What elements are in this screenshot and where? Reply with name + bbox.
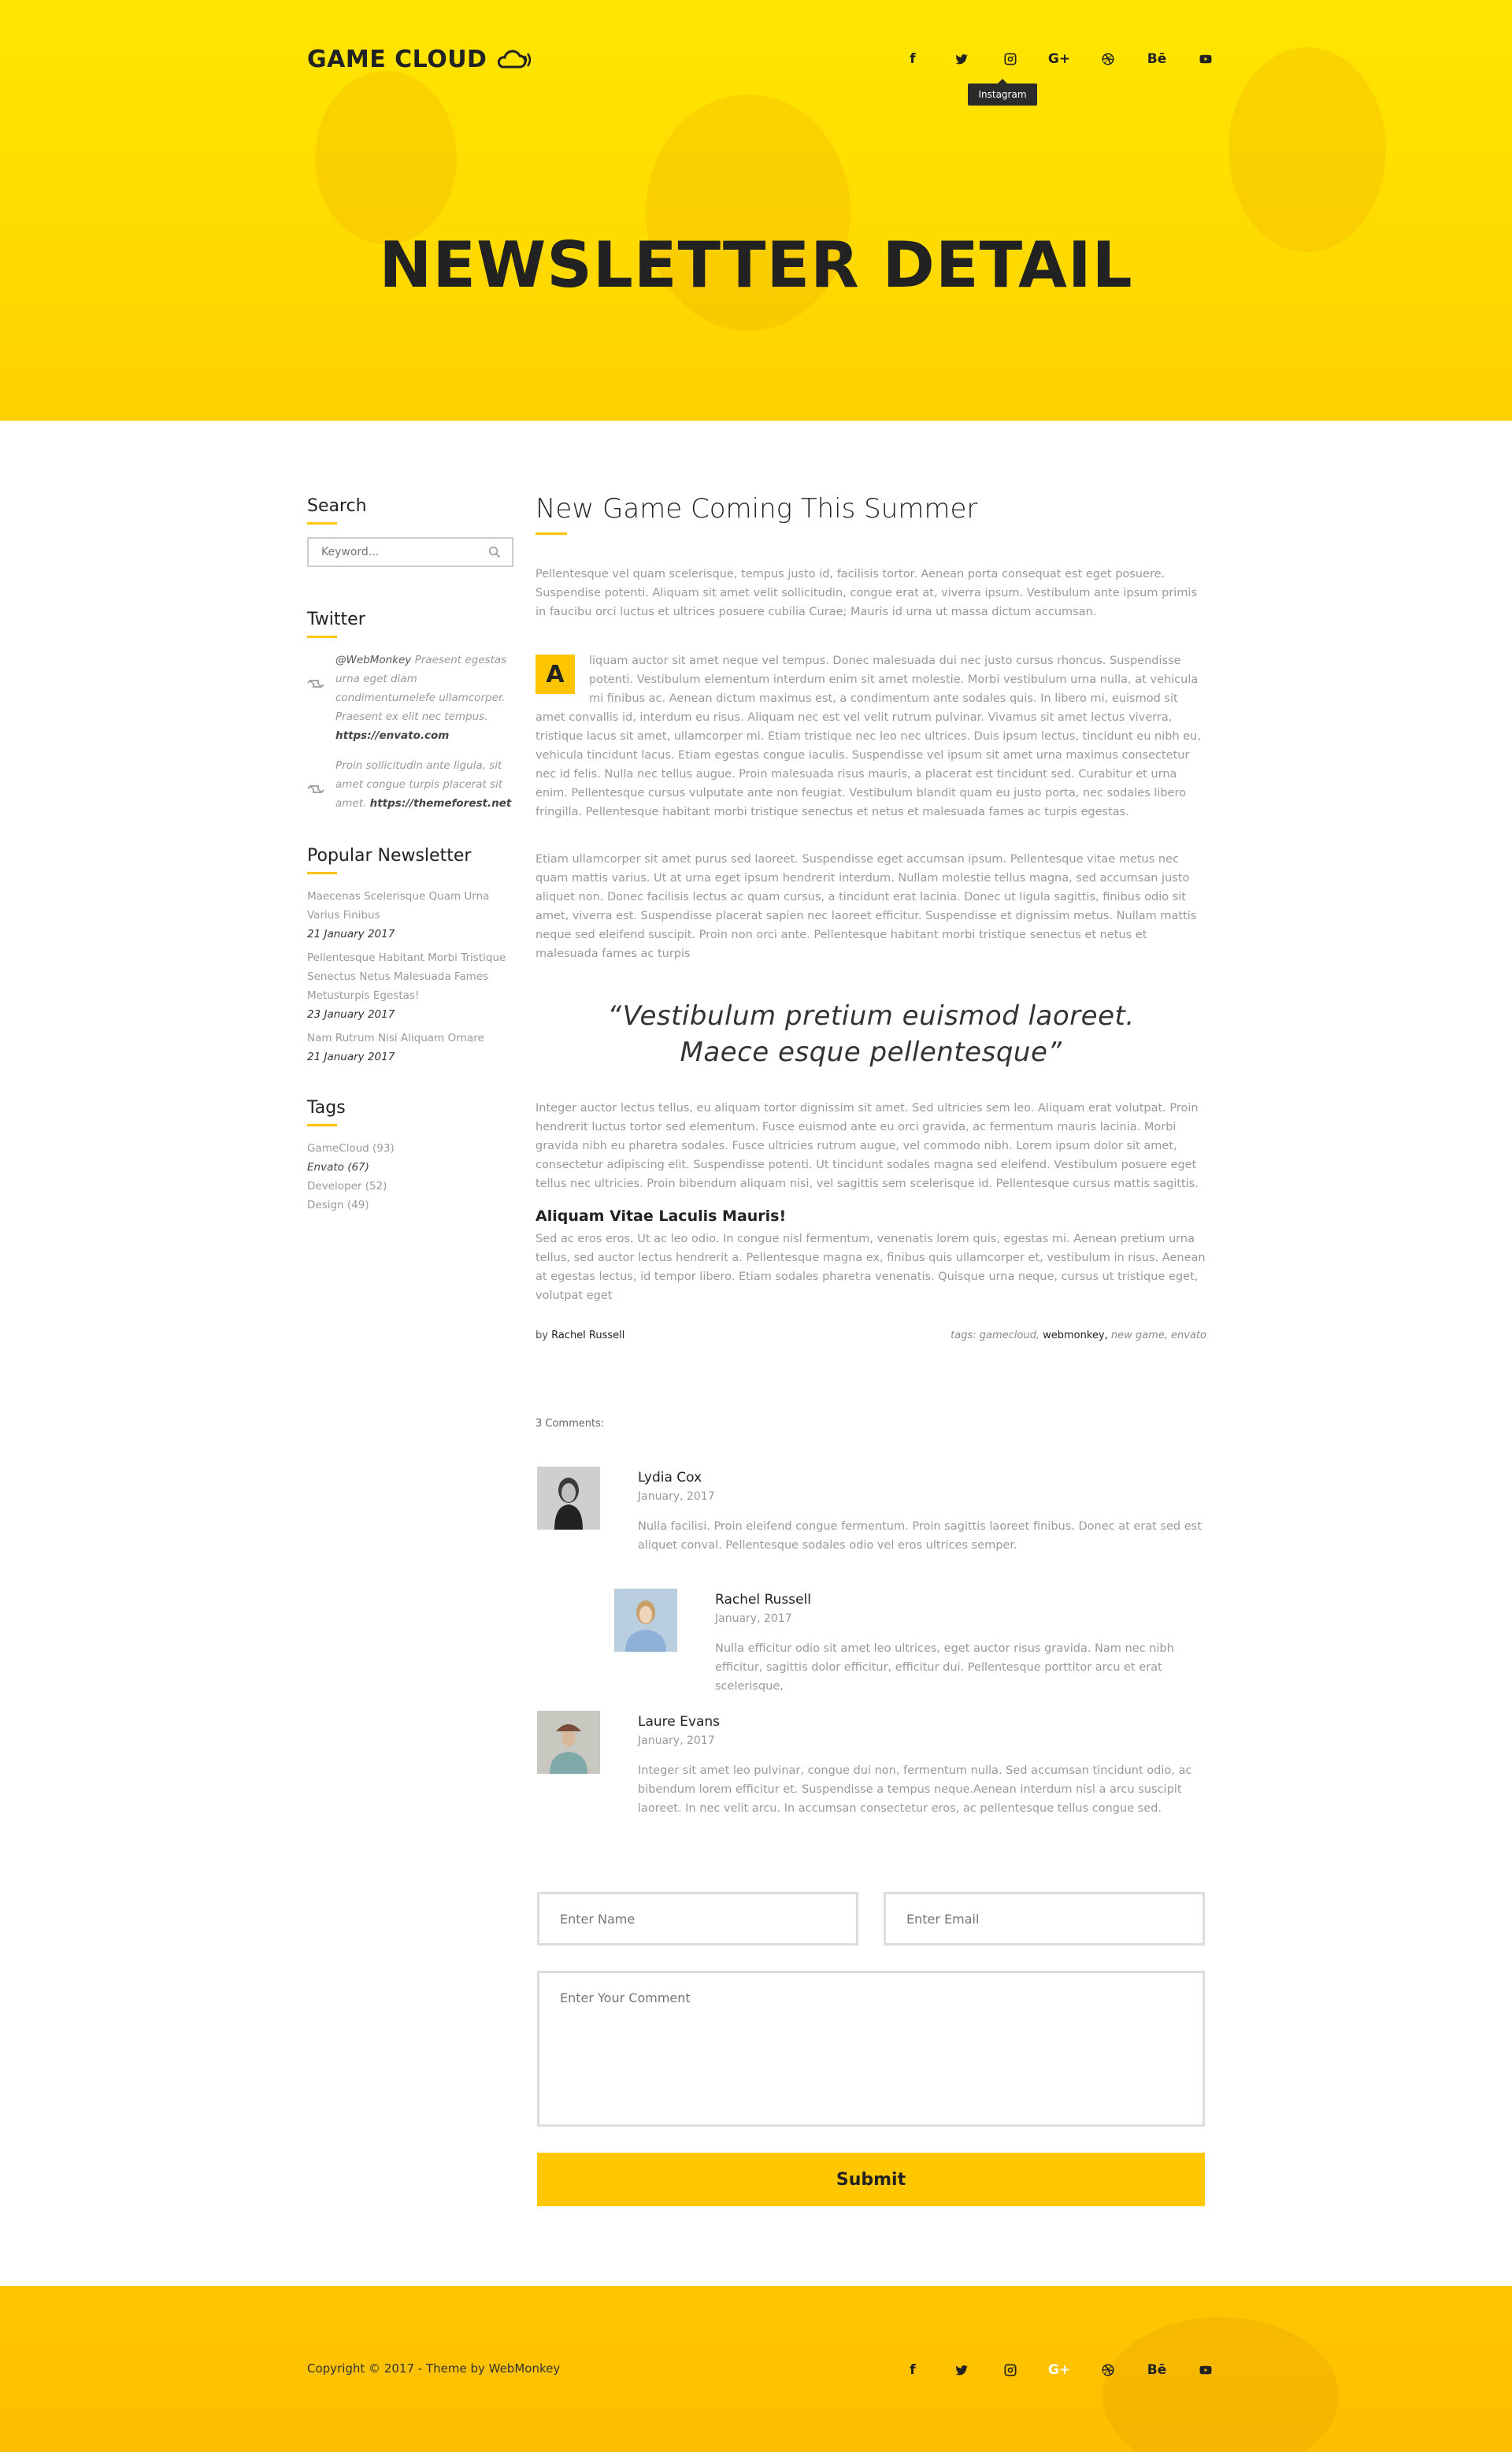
hero-figure-shape <box>315 71 457 244</box>
heading-underline <box>307 636 337 638</box>
behance-icon[interactable]: Bē <box>1147 51 1167 67</box>
tweet-text: Proin sollicitudin ante ligula, sit amet congue turpis placerat sit amet. https://themeforest.net <box>335 759 512 810</box>
popular-item-link[interactable]: Nam Rutrum Nisi Aliquam Ornare <box>307 1032 484 1044</box>
comment-field[interactable] <box>537 1971 1205 2127</box>
dropcap: A <box>536 655 575 694</box>
tag-link[interactable]: Design (49) <box>307 1199 369 1211</box>
header-social-links <box>888 47 1230 71</box>
comment-reply <box>614 1589 1206 1696</box>
tag-link[interactable]: Envato (67) <box>307 1161 369 1174</box>
article-subheading: Aliquam Vitae Laculis Mauris! <box>536 1207 787 1225</box>
youtube-icon[interactable] <box>1181 2358 1230 2382</box>
comment <box>537 1467 1206 1555</box>
logo-text: GAME CLOUD <box>307 46 487 73</box>
search-input[interactable] <box>309 539 474 566</box>
comment-author: Rachel Russell <box>715 1592 812 1608</box>
footer-decor-shape <box>1102 2317 1339 2452</box>
site-logo[interactable] <box>307 46 531 73</box>
behance-icon[interactable]: Bē <box>1147 2362 1167 2378</box>
retweet-icon <box>307 756 335 813</box>
twitter-heading: Twitter <box>307 610 365 629</box>
tweet-item <box>307 756 513 813</box>
tweet-text: @WebMonkey Praesent egestas urna eget diam condimentumelefe ullamcorper. Praesent ex elit nec tempus. https://envato.com <box>335 654 507 742</box>
dropcap-paragraph <box>536 651 1206 822</box>
article-title: New Game Coming This Summer <box>536 493 978 525</box>
article-tags: tags: gamecloud, webmonkey, new game, envato <box>951 1330 1206 1341</box>
tweet-link[interactable]: https://themeforest.net <box>369 797 512 810</box>
author-line: by Rachel Russell <box>536 1330 625 1341</box>
avatar <box>614 1589 677 1652</box>
tag-link[interactable]: webmonkey, <box>1040 1330 1108 1341</box>
search-heading: Search <box>307 496 367 516</box>
popular-item-date: 21 January 2017 <box>307 928 395 940</box>
popular-heading: Popular Newsletter <box>307 846 472 866</box>
article <box>536 493 1206 1334</box>
comment-text: Nulla facilisi. Proin eleifend congue fermentum. Proin sagittis laoreet finibus. Donec at erat sed est aliquet conval. Pellentesque sodales odio vel eros ultrices semper. <box>638 1520 1202 1552</box>
comment-author: Lydia Cox <box>638 1470 702 1486</box>
comment-body <box>638 1467 1206 1555</box>
article-paragraph: liquam auctor sit amet neque vel tempus. Donec malesuada dui nec justo cursus rhoncus. Suspendisse potenti. Vestibulum elementum interdum enim sit amet molestie. Morbi vestibulum urna nulla, at vehicula mi finibus ac. Aenean dictum maximus est, a condimentum ante sodales quis. In libero mi, euismod sit amet convallis id, interdum eu risus. Aliquam nec est vel velit rutrum pulvinar. Vivamus sit amet lectus viverra, tristique lacus sit amet, ullamcorper mi. Etiam tristique nec leo nec ultrices. Duis ipsum lectus, tincidunt eu nibh eu, vehicula tincidunt lacus. Etiam egestas congue iaculis. Suspendisse vel ipsum sit amet urna maximus consectetur nec id felis. Nulla nec tellus augue. Proin malesuada risus mauris, a placerat est tincidunt sed. Curabitur et urna enim. Pellentesque cursus vulputate ante non feugiat. Vestibulum blandit quam eu justo porta, nec sodales libero fringilla. Pellentesque habitant morbi tristique senectus et netus et malesuada fames ac turpis egestas. <box>536 655 1201 818</box>
comment-date: January, 2017 <box>638 1490 715 1503</box>
comment-text: Nulla efficitur odio sit amet leo ultrices, eget auctor risus gravida. Nam nec nibh efficitur, sagittis dolor efficitur, efficitur dui. Pellentesque porttitor arcu et erat scelerisque, <box>715 1642 1174 1693</box>
google-plus-icon[interactable]: G+ <box>1047 2362 1071 2378</box>
tag-link[interactable]: new game, envato <box>1107 1330 1206 1341</box>
popular-item-date: 21 January 2017 <box>307 1051 395 1063</box>
article-paragraph: Sed ac eros eros. Ut ac leo odio. In congue nisl fermentum, venenatis lorem quis, egestas mi. Aenean pretium urna tellus, sed auctor lectus hendrerit a. Pellentesque magna ex, finibus quis ullamcorper et, vestibulum in risus. Aenean at egestas lectus, id tempor libero. Etiam sodales pharetra venenatis. Quisque urna neque, cursus ut tristique eget, volutpat eget <box>536 1233 1206 1302</box>
copyright-text: Copyright © 2017 - Theme by WebMonkey <box>307 2361 561 2376</box>
article-paragraph: Integer auctor lectus tellus, eu aliquam tortor dignissim sit amet. Sed ultricies sem leo. Aliquam erat volutpat. Proin hendrerit luctus tortor sed elementum. Fusce euismod ante eu orci gravida, ac fermentum mauris lacinia. Morbi gravida nibh eu pharetra sodales. Fusce ultricies rutrum augue, vel commodo nibh. Lorem ipsum dolor sit amet, consectetur adipiscing elit. Suspendisse potenti. Ut tincidunt sodales magna sed eleifend. Vestibulum posuere eget tellus nec ultricies. Proin bibendum aliquam nisi, vel sagittis sem scelerisque id. Pellentesque cursus mattis sagittis. <box>536 1102 1199 1190</box>
facebook-icon[interactable]: f <box>910 51 916 67</box>
blockquote <box>536 998 1206 1070</box>
heading-underline <box>307 522 337 525</box>
tag-link[interactable]: Developer (52) <box>307 1180 387 1193</box>
popular-item-link[interactable]: Maecenas Scelerisque Quam Urna Varius Finibus <box>307 890 490 922</box>
sidebar <box>307 496 513 1215</box>
dribbble-icon[interactable] <box>1084 47 1132 71</box>
tweet-link[interactable]: https://envato.com <box>335 729 450 742</box>
twitter-icon[interactable] <box>937 47 986 71</box>
hero-figure-shape <box>1228 47 1386 252</box>
quote-line: “Vestibulum pretium euismod laoreet. <box>607 1000 1135 1032</box>
tag-link[interactable]: GameCloud (93) <box>307 1142 395 1155</box>
submit-button[interactable]: Submit <box>537 2153 1205 2206</box>
tag-link[interactable]: gamecloud, <box>979 1330 1040 1341</box>
comments-count: 3 Comments: <box>536 1418 605 1430</box>
popular-item-date: 23 January 2017 <box>307 1008 395 1021</box>
comment-author: Laure Evans <box>638 1714 720 1730</box>
comment-date: January, 2017 <box>715 1612 792 1625</box>
comment-body <box>638 1711 1206 1818</box>
hero-banner <box>0 0 1512 421</box>
instagram-tooltip: Instagram <box>968 83 1037 106</box>
youtube-icon[interactable] <box>1181 47 1230 71</box>
retweet-icon <box>307 651 335 745</box>
comment-body <box>715 1589 1206 1696</box>
twitter-icon[interactable] <box>937 2358 986 2382</box>
author-link[interactable]: Rachel Russell <box>551 1330 625 1341</box>
tweet-item <box>307 651 513 745</box>
page-title: NEWSLETTER DETAIL <box>379 228 1133 302</box>
quote-line: Maece esque pellentesque” <box>680 1037 1062 1068</box>
avatar <box>537 1467 600 1530</box>
heading-underline <box>307 1124 337 1126</box>
email-field[interactable] <box>884 1892 1205 1946</box>
article-paragraph: Pellentesque vel quam scelerisque, tempus justo id, facilisis tortor. Aenean porta consequat est eget posuere. Suspendise potenti. Aliquam sit amet velit sollicitudin, congue erat at, viverra ipsum. Vestibulum ante ipsum primis in faucibu orci luctus et ultrices posuere cubilia Curae; Mauris id urna ut massa dictum accumsan. <box>536 568 1197 618</box>
footer-social-links <box>888 2358 1230 2382</box>
article-meta <box>536 1330 1206 1341</box>
cloud-icon <box>495 48 531 72</box>
tags-heading: Tags <box>307 1098 346 1118</box>
comment-text: Integer sit amet leo pulvinar, congue dui non, fermentum nulla. Sed accumsan tincidunt odio, ac bibendum lorem efficitur et. Suspendisse a tempus neque.Aenean interdum nisl a arcu suscipit laoreet. In nec velit arcu. In accumsan consectetur eros, ac pellentesque tellus congue sed. <box>638 1764 1192 1815</box>
comment <box>537 1711 1206 1818</box>
search-icon[interactable] <box>488 546 501 558</box>
facebook-icon[interactable]: f <box>910 2362 916 2378</box>
search-box <box>307 537 513 567</box>
dribbble-icon[interactable] <box>1084 2358 1132 2382</box>
heading-underline <box>307 872 337 874</box>
google-plus-icon[interactable]: G+ <box>1047 51 1071 67</box>
name-field[interactable] <box>537 1892 858 1946</box>
title-underline <box>536 532 567 535</box>
article-paragraph: Etiam ullamcorper sit amet purus sed laoreet. Suspendisse eget accumsan ipsum. Pellentesque vitae metus nec quam mattis varius. Ut at urna eget ipsum hendrerit interdum. Nullam molestie tellus magna, sed accumsan justo aliquet non. Donec facilisis lectus ac quam cursus, a tincidunt erat lacinia. Donec ut ligula sagittis, finibus odio sit amet, viverra est. Suspendisse placerat sapien nec laoreet efficitur. Suspendisse et dignissim metus. Nullam mattis neque sed eleifend suscipit. Proin non orci ante. Pellentesque habitant morbi tristique senectus et netus et malesuada fames ac turpis <box>536 853 1197 960</box>
instagram-icon[interactable] <box>986 2358 1035 2382</box>
avatar <box>537 1711 600 1774</box>
comment-date: January, 2017 <box>638 1734 715 1747</box>
footer <box>0 2286 1512 2452</box>
popular-item-link[interactable]: Pellentesque Habitant Morbi Tristique Senectus Netus Malesuada Fames Metusturpis Egestas! <box>307 951 506 1002</box>
instagram-icon[interactable] <box>986 47 1035 71</box>
